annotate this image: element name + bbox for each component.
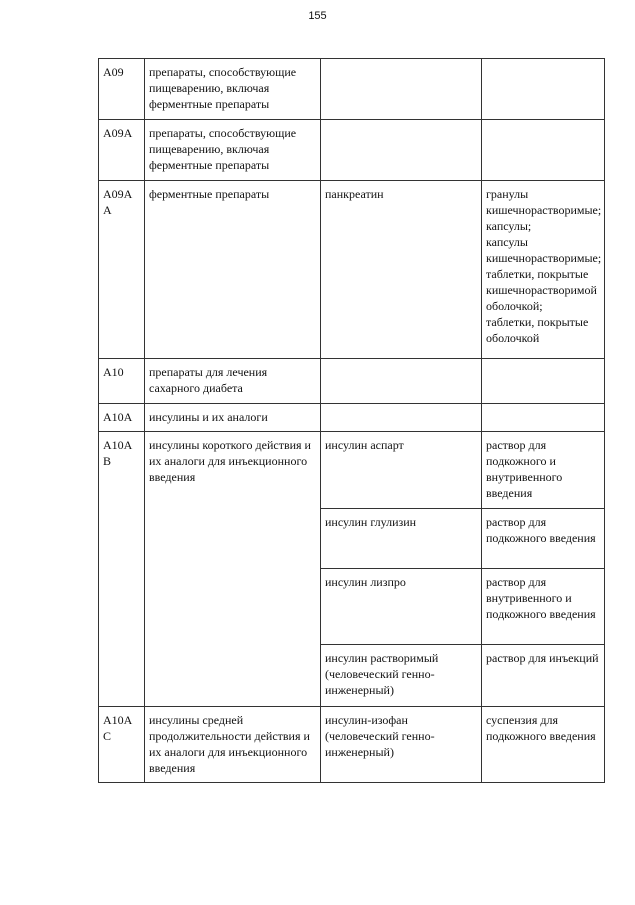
group-name-cell: инсулины короткого действия и их аналоги для инъекционного введения xyxy=(145,432,321,707)
dosage-form-cell xyxy=(482,120,605,181)
atc-code-cell: A10 xyxy=(99,359,145,404)
drug-name-cell xyxy=(321,59,482,120)
atc-code-cell: A10A B xyxy=(99,432,145,707)
drug-name-cell xyxy=(321,120,482,181)
group-name-cell: ферментные препараты xyxy=(145,181,321,359)
group-name-cell: препараты для лечения сахарного диабета xyxy=(145,359,321,404)
drug-name-cell xyxy=(321,359,482,404)
dosage-form-cell xyxy=(482,359,605,404)
table-row xyxy=(99,120,605,181)
page-number: 155 xyxy=(308,10,327,22)
dosage-form-cell: раствор для внутривенного и подкожного введения xyxy=(482,569,605,645)
drug-name-cell: инсулин аспарт xyxy=(321,432,482,509)
table-row xyxy=(99,181,605,359)
group-name-cell: препараты, способствующие пищеварению, включая ферментные препараты xyxy=(145,59,321,120)
atc-code-cell: A10A xyxy=(99,404,145,432)
atc-code-cell: A09 xyxy=(99,59,145,120)
table-row xyxy=(99,359,605,404)
table-row xyxy=(99,59,605,120)
atc-code-cell: A09A xyxy=(99,120,145,181)
dosage-form-cell xyxy=(482,404,605,432)
dosage-form-cell: раствор для инъекций xyxy=(482,645,605,707)
group-name-cell: инсулины средней продолжительности действия и их аналоги для инъекционного введения xyxy=(145,707,321,783)
atc-code-cell: A09A A xyxy=(99,181,145,359)
dosage-form-cell xyxy=(482,59,605,120)
dosage-form-cell: раствор для подкожного и внутривенного введения xyxy=(482,432,605,509)
group-name-cell: препараты, способствующие пищеварению, включая ферментные препараты xyxy=(145,120,321,181)
drug-name-cell: инсулин лизпро xyxy=(321,569,482,645)
group-name-cell: инсулины и их аналоги xyxy=(145,404,321,432)
drug-name-cell: инсулин растворимый (человеческий генно-инженерный) xyxy=(321,645,482,707)
drug-name-cell xyxy=(321,404,482,432)
drug-table xyxy=(98,58,605,783)
dosage-form-cell: суспензия для подкожного введения xyxy=(482,707,605,783)
dosage-form-cell: раствор для подкожного введения xyxy=(482,509,605,569)
dosage-form-cell: гранулы кишечнорастворимые; капсулы; капсулы кишечнорастворимые; таблетки, покрытые кишечнорастворимой оболочкой; таблетки, покрытые оболочкой xyxy=(482,181,605,359)
atc-code-cell: A10A C xyxy=(99,707,145,783)
drug-name-cell: инсулин глулизин xyxy=(321,509,482,569)
table-row xyxy=(99,404,605,432)
table-row xyxy=(99,707,605,783)
table-row xyxy=(99,432,605,509)
drug-name-cell: панкреатин xyxy=(321,181,482,359)
drug-name-cell: инсулин-изофан (человеческий генно-инженерный) xyxy=(321,707,482,783)
